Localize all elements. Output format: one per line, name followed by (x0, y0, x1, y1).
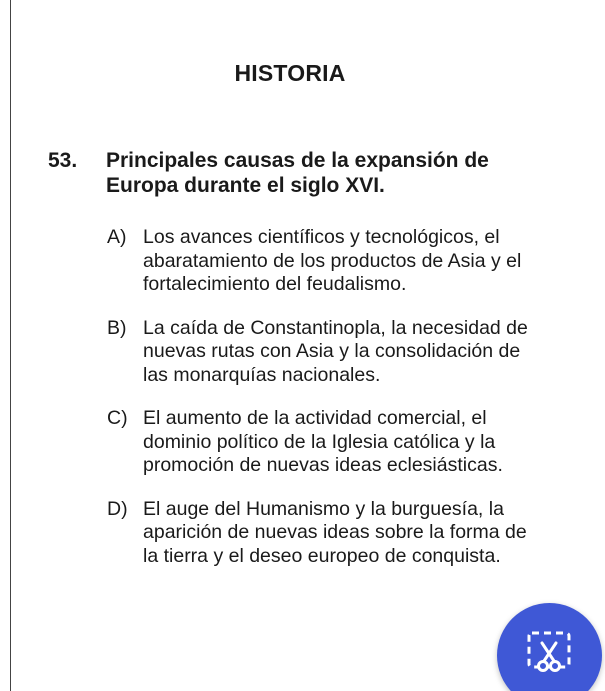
option-text: La caída de Constantinopla, la necesidad de nuevas rutas con Asia y la consolidación de las monarquías nacionales. (143, 316, 528, 386)
option-letter: D) (107, 497, 128, 520)
option-c (107, 407, 547, 478)
option-text: El auge del Humanismo y la burguesía, la aparición de nuevas ideas sobre la forma de la tierra y el deseo europeo de conquista. (143, 497, 527, 567)
option-text: Los avances científicos y tecnológicos, el abaratamiento de los productos de Asia y el fortalecimiento del feudalismo. (143, 226, 522, 295)
option-letter: C) (107, 407, 128, 429)
option-b (107, 317, 547, 388)
page-left-border (10, 0, 11, 691)
question-number: 53. (48, 149, 78, 172)
question-text: Principales causas de la expansión de Europa durante el siglo XVI. (106, 149, 489, 197)
option-text: El aumento de la actividad comercial, el dominio político de la Iglesia católica y la promoción de nuevas ideas eclesiásticas. (143, 407, 503, 476)
screenshot-fab-button[interactable] (497, 603, 602, 691)
answer-options (107, 226, 547, 588)
option-letter: B) (107, 316, 127, 339)
question-header (48, 148, 568, 198)
section-title: HISTORIA (234, 60, 346, 86)
screenshot-scissors-icon (525, 629, 573, 677)
option-d (107, 498, 547, 569)
option-a (107, 226, 547, 297)
option-letter: A) (107, 226, 127, 248)
question (48, 148, 568, 198)
